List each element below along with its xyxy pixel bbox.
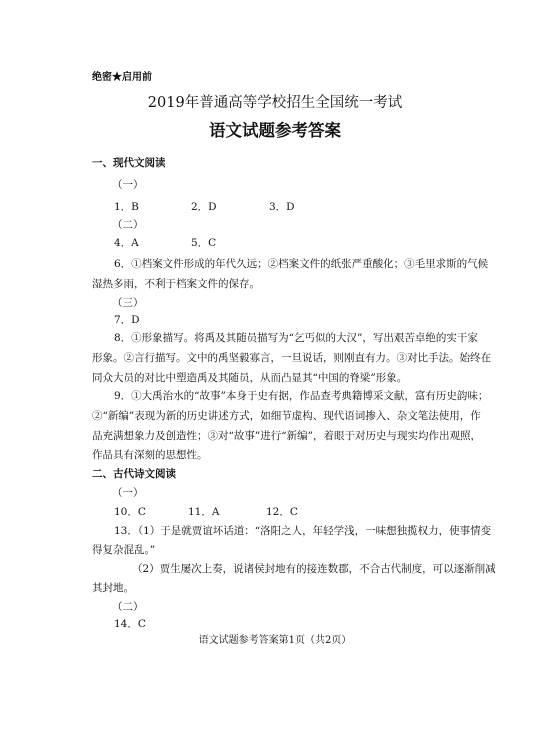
answer-2: 2．D bbox=[191, 201, 217, 213]
answer-10: 10．C bbox=[114, 506, 146, 518]
document-title: 语文试题参考答案 bbox=[209, 121, 341, 140]
answer-9-line: 作品具有深刻的思想性。 bbox=[92, 449, 208, 461]
part-label: （二） bbox=[112, 601, 144, 613]
answer-8-line: 8．①形象描写。将禹及其随员描写为“乞丐似的大汉”，写出艰苦卓绝的实干家 bbox=[114, 332, 478, 344]
page-footer: 语文试题参考答案第1页（共2页） bbox=[198, 635, 352, 646]
secret-label: 绝密★启用前 bbox=[92, 72, 152, 83]
part-label: （二） bbox=[112, 219, 144, 231]
answer-13-line: 13．（1）于是就贾谊坏话道：“洛阳之人，年轻学浅，一味想独揽权力，使事情变 bbox=[114, 525, 492, 537]
answer-9-line: 品充满想象力及创造性；③对“故事”进行“新编”，着眼于对历史与现实均作出观照， bbox=[92, 430, 481, 442]
answer-8-line: 同众大员的对比中塑造禹及其随员，从而凸显其“中国的脊梁”形象。 bbox=[92, 372, 408, 384]
answer-12: 12．C bbox=[266, 506, 298, 518]
part-label: （一） bbox=[112, 487, 144, 499]
section-heading-classical-reading: 二、古代诗文阅读 bbox=[92, 468, 176, 480]
answer-13-2-line: 其封地。 bbox=[92, 582, 134, 594]
answer-7: 7．D bbox=[114, 314, 140, 326]
answer-9-line: 9．①大禹治水的“故事”本身于史有据，作品查考典籍博采文献，富有历史韵味； bbox=[114, 390, 489, 402]
answer-6-line: 湿热多雨，不利于档案文件的保存。 bbox=[92, 278, 260, 290]
answer-1: 1．B bbox=[114, 201, 139, 213]
section-heading-modern-reading: 一、现代文阅读 bbox=[92, 157, 166, 169]
answer-8-line: 形象。②言行描写。文中的禹坚毅寡言，一旦说话，则刚直有力。③对比手法。始终在 bbox=[92, 352, 491, 364]
answer-11: 11．A bbox=[188, 506, 220, 518]
exam-title: 2019年普通高等学校招生全国统一考试 bbox=[147, 95, 403, 111]
answer-3: 3．D bbox=[269, 201, 295, 213]
answer-6-line: 6．①档案文件形成的年代久远；②档案文件的纸张严重酸化；③毛里求斯的气候 bbox=[114, 258, 489, 270]
answer-13-line: 得复杂混乱。” bbox=[92, 544, 156, 556]
answer-13-2-line: （2）贾生屡次上奏，说诸侯封地有的接连数郡，不合古代制度，可以逐渐削减 bbox=[132, 563, 496, 575]
part-label: （一） bbox=[112, 179, 144, 191]
answer-9-line: ②“新编”表现为新的历史讲述方式，如细节虚构、现代语词掺入、杂文笔法使用，作 bbox=[92, 410, 481, 422]
part-label: （三） bbox=[112, 297, 144, 309]
answer-4: 4．A bbox=[114, 237, 139, 249]
answer-14: 14．C bbox=[114, 618, 146, 630]
answer-5: 5．C bbox=[191, 237, 217, 249]
